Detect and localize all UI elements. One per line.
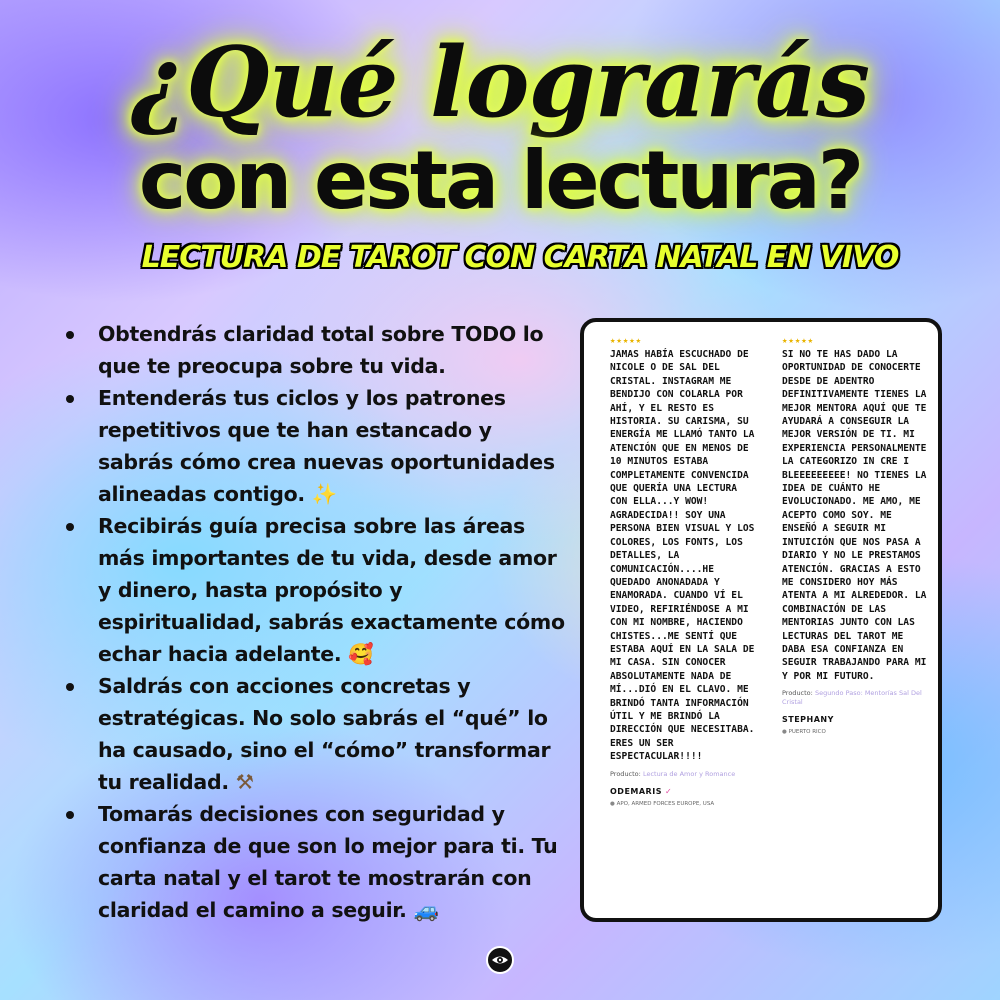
- benefit-text: Saldrás con acciones concretas y estratégicas. No solo sabrás el “qué” lo ha causado, sino el “cómo” transformar tu realidad.: [98, 674, 551, 794]
- reviewer-location: [610, 800, 760, 808]
- benefit-item: [62, 510, 567, 670]
- bullet-dot-icon: [66, 331, 74, 339]
- eye-logo-icon: [486, 946, 514, 974]
- location-text: APO, ARMED FORCES EUROPE, USA: [616, 800, 715, 807]
- car-icon: 🚙: [413, 898, 439, 922]
- benefit-item: [62, 670, 567, 798]
- reviewer-name-text: STEPHANY: [782, 715, 834, 725]
- verified-badge-icon: ✓: [664, 786, 673, 796]
- bullet-dot-icon: [66, 395, 74, 403]
- review-product: [610, 770, 760, 779]
- smiling-face-hearts-icon: 🥰: [348, 642, 374, 666]
- reviewer-name-text: ODEMARIS: [610, 786, 662, 796]
- reviewer-name: [610, 787, 760, 796]
- subtitle-banner: LECTURA DE TAROT CON CARTA NATAL EN VIVO: [141, 240, 899, 275]
- review-text: SI NO TE HAS DADO LA OPORTUNIDAD DE CONOCERTE DESDE DE ADENTRO DEFINITIVAMENTE TIENES LA MEJOR MENTORA AQUÍ QUE TE AYUDARÁ A CONSEGUIR LA MEJOR VERSIÓN DE TI. MI EXPERIENCIA PERSONALMENTE LA CATEGORIZO IN CRE I BLEEEEEEEEE! NO TIENES LA IDEA DE CUÁNTO HE EVOLUCIONADO. ME AMO, ME ACEPTO COMO SOY. ME ENSEÑÓ A SEGUIR MI INTUICIÓN QUE NOS PASA A DIARIO Y NO LE PRESTAMOS ATENCIÓN. GRACIAS A ESTO ME CONSIDERO HOY MÁS ATENTA A MI ALREDEDOR. LA COMBINACIÓN DE LAS MENTORIAS JUNTO CON LAS LECTURAS DEL TAROT ME DABA ESA CONFIANZA EN SEGUIR TRABAJANDO PARA MI Y POR MI FUTURO.: [782, 349, 927, 682]
- reviews-card: [580, 318, 942, 922]
- review-text: JAMAS HABÍA ESCUCHADO DE NICOLE O DE SAL DEL CRISTAL. INSTAGRAM ME BENDIJO CON COLARLA POR AHÍ, Y EL RESTO ES HISTORIA. SU CARISMA, SU ENERGÍA ME LLAMÓ TANTO LA ATENCIÓN QUE EN MENOS DE 10 MINUTOS ESTABA COMPLETAMENTE CONVENCIDA QUE QUERÍA UNA LECTURA CON ELLA...Y WOW! AGRADECIDA!! SOY UNA PERSONA BIEN VISUAL Y LOS COLORES, LOS FONTS, LOS DETALLES, LA COMUNICACIÓN....HE QUEDADO ANONADADA Y ENAMORADA. CUANDO VÍ EL VIDEO, REFIRIÉNDOSE A MI CON MI NOMBRE, HACIENDO CHISTES...ME SENTÍ QUE ESTABA AQUÍ EN LA SALA DE MI CASA. SIN CONOCER ABSOLUTAMENTE NADA DE MÍ...DIÓ EN EL CLAVO. ME BRINDÓ TANTA INFORMACIÓN ÚTIL Y ME BRINDÓ LA DIRECCIÓN QUE NECESITABA. ERES UN SER ESPECTACULAR!!!!: [610, 349, 755, 763]
- page-title-script: ¿Qué lograrás: [130, 26, 870, 139]
- star-rating-icon: ★★★★★: [782, 336, 815, 346]
- benefit-item: [62, 382, 567, 510]
- benefit-item: [62, 318, 567, 382]
- reviewer-name: [782, 715, 932, 724]
- benefit-text: Recibirás guía precisa sobre las áreas más importantes de tu vida, desde amor y dinero, hasta propósito y espiritualidad, sabrás exactamente cómo echar hacia adelante.: [98, 514, 565, 666]
- product-label: Producto:: [610, 769, 641, 778]
- location-text: PUERTO RICO: [788, 729, 826, 736]
- hammer-pick-icon: ⚒: [235, 770, 254, 794]
- review-stephany: [782, 334, 932, 736]
- bullet-dot-icon: [66, 523, 74, 531]
- sparkles-icon: ✨: [311, 482, 337, 506]
- bullet-dot-icon: [66, 683, 74, 691]
- benefit-text: Tomarás decisiones con seguridad y confianza de que son lo mejor para ti. Tu carta natal y el tarot te mostrarán con claridad el camino a seguir.: [98, 802, 558, 922]
- reviewer-location: [782, 728, 932, 736]
- benefits-list: [62, 318, 567, 926]
- bullet-dot-icon: [66, 811, 74, 819]
- star-rating-icon: ★★★★★: [610, 336, 643, 346]
- benefit-item: [62, 798, 567, 926]
- review-odemaris: [610, 334, 760, 808]
- product-link[interactable]: Segundo Paso: Mentorías Sal Del Cristal: [782, 689, 922, 707]
- page-title-bold: con esta lectura?: [138, 134, 862, 227]
- product-label: Producto:: [782, 689, 813, 698]
- location-pin-icon: ●: [610, 800, 615, 807]
- product-link[interactable]: Lectura de Amor y Romance: [642, 769, 736, 778]
- review-product: [782, 689, 932, 707]
- benefit-text: Entenderás tus ciclos y los patrones repetitivos que te han estancado y sabrás cómo crea nuevas oportunidades alineadas contigo.: [98, 386, 555, 506]
- benefit-text: Obtendrás claridad total sobre TODO lo que te preocupa sobre tu vida.: [98, 322, 544, 378]
- location-pin-icon: ●: [782, 729, 787, 736]
